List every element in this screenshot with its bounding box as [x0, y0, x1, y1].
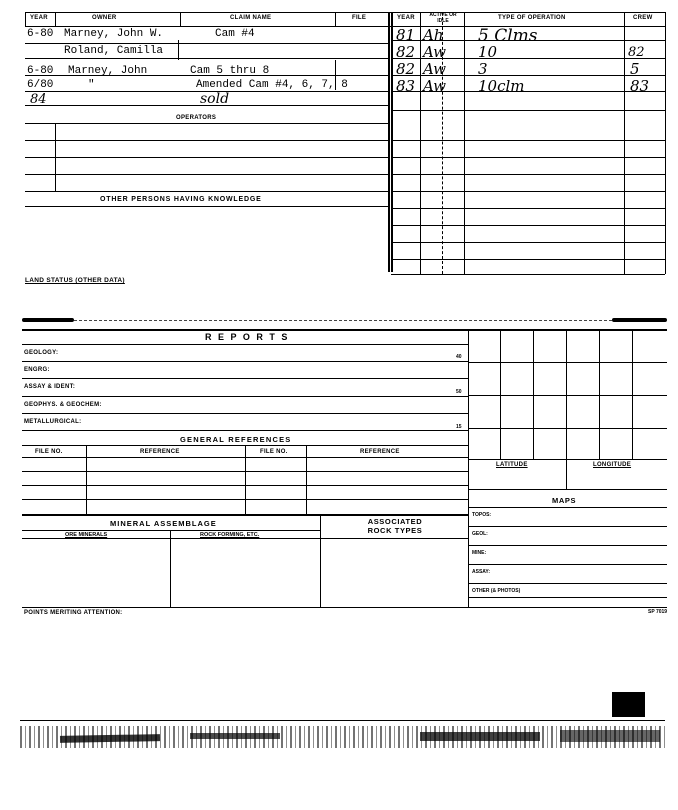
operation-year: 81 — [396, 26, 416, 44]
report-label: METALLURGICAL: — [24, 419, 82, 425]
scan-artifact — [22, 318, 74, 322]
owner-name: Marney, John — [68, 65, 148, 77]
owner-name: Roland, Camilla — [64, 45, 164, 57]
owner-year: 6-80 — [27, 65, 54, 77]
header-claim-name: CLAIM NAME — [230, 15, 272, 21]
operation-year: 83 — [396, 77, 416, 95]
ref-header-file-no: FILE NO. — [35, 449, 63, 455]
operation-crew: 83 — [630, 77, 650, 95]
scan-artifact — [612, 318, 667, 322]
land-status-heading: LAND STATUS (OTHER DATA) — [25, 277, 125, 284]
header-year: YEAR — [30, 15, 48, 21]
report-label: GEOPHYS. & GEOCHEM: — [24, 402, 102, 408]
operation-type: 10 — [478, 43, 498, 61]
owner-year: 6-80 — [27, 28, 54, 40]
operation-status: Aw — [423, 43, 446, 61]
operation-status: Aw — [423, 60, 446, 78]
owner-year: 6/80 — [27, 79, 54, 91]
owner-name: " — [88, 79, 95, 91]
rock-forming-header: ROCK FORMING, ETC. — [200, 532, 260, 538]
report-label: ENGRG: — [24, 367, 50, 373]
map-item: OTHER (& PHOTOS) — [472, 588, 521, 594]
associated-rock-types-heading: ASSOCIATED ROCK TYPES — [367, 517, 423, 535]
claim-name: Cam 5 thru 8 — [190, 65, 270, 77]
operation-type: 5 Clms — [478, 26, 538, 46]
ref-header-file-no: FILE NO. — [260, 449, 288, 455]
operation-status: Ah — [423, 26, 444, 44]
claim-name: Amended Cam #4, 6, 7, 8 — [196, 79, 348, 91]
operation-type: 10clm — [478, 77, 525, 95]
latitude-label: LATITUDE — [496, 462, 528, 468]
header-owner: OWNER — [92, 15, 117, 21]
form-number: SP 7019 — [648, 609, 668, 615]
claim-name: sold — [200, 91, 230, 107]
header-active-or-idle: ACTIVE OR IDLE — [429, 12, 457, 24]
operation-type: 3 — [478, 60, 488, 78]
report-number: 40 — [456, 354, 462, 360]
maps-heading: MAPS — [552, 496, 577, 505]
operation-status: Aw — [423, 77, 446, 95]
map-item: TOPOS: — [472, 512, 492, 518]
operation-year: 82 — [396, 43, 416, 61]
report-number: 50 — [456, 389, 462, 395]
ref-header-reference: REFERENCE — [360, 449, 400, 455]
report-number: 15 — [456, 424, 462, 430]
owner-name: Marney, John W. — [64, 28, 164, 40]
report-label: GEOLOGY: — [24, 350, 59, 356]
map-item: GEOL: — [472, 531, 488, 537]
header-year-ops: YEAR — [397, 15, 415, 21]
scan-artifact — [612, 692, 645, 717]
map-item: MINE: — [472, 550, 487, 556]
ore-minerals-header: ORE MINERALS — [65, 532, 108, 538]
points-meriting-attention: POINTS MERITING ATTENTION: — [24, 610, 123, 616]
owner-year: 84 — [30, 92, 47, 107]
mineral-assemblage-heading: MINERAL ASSEMBLAGE — [110, 519, 217, 528]
operation-crew: 5 — [630, 60, 640, 78]
longitude-label: LONGITUDE — [593, 462, 632, 468]
report-label: ASSAY & IDENT: — [24, 384, 76, 390]
map-item: ASSAY: — [472, 569, 491, 575]
operation-crew: 82 — [628, 45, 645, 60]
other-persons-heading: OTHER PERSONS HAVING KNOWLEDGE — [100, 196, 262, 203]
operation-year: 82 — [396, 60, 416, 78]
header-crew: CREW — [633, 15, 653, 21]
ref-header-reference: REFERENCE — [140, 449, 180, 455]
general-references-heading: GENERAL REFERENCES — [180, 435, 292, 444]
reports-heading: R E P O R T S — [205, 332, 290, 342]
operators-heading: OPERATORS — [176, 115, 217, 121]
header-type-of-operation: TYPE OF OPERATION — [498, 15, 566, 21]
header-file: FILE — [352, 15, 367, 21]
claim-name: Cam #4 — [215, 28, 255, 40]
